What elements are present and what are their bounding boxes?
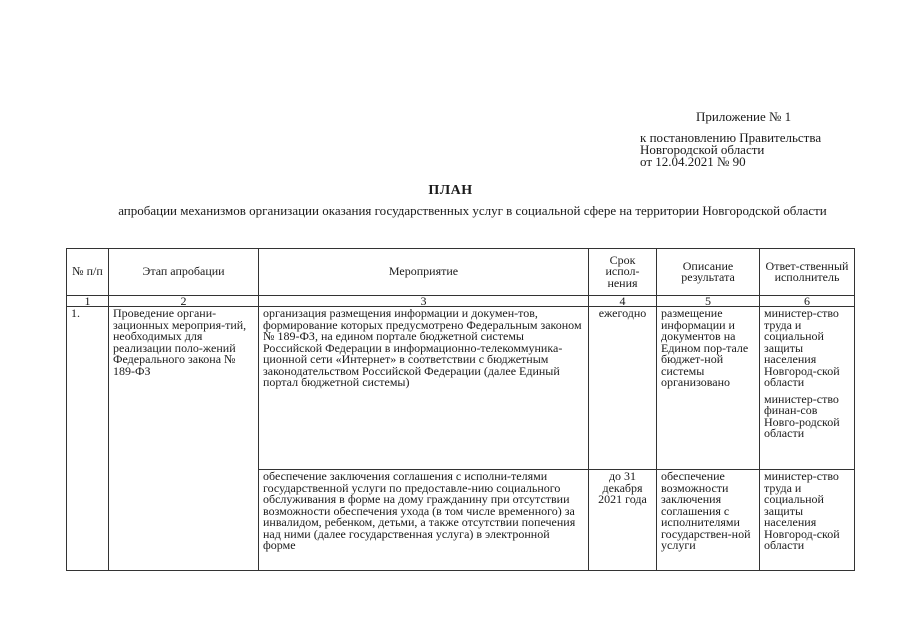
row-event: организация размещения информации и докумен-тов, формирование которых предусмотрено Федеральным законом № 189-ФЗ, на едином портале бюджетной системы Российской Федерации в информационно-телекоммуника-ционной сети «Интернет» в соответствии с бюджетным законодательством Российской Федерации (далее Единый портал бюджетной системы): [259, 307, 589, 470]
column-number: 2: [109, 296, 259, 307]
row-deadline: ежегодно: [589, 307, 657, 470]
column-number: 4: [589, 296, 657, 307]
row-executor: [760, 307, 855, 470]
appendix-line: к постановлению Правительства: [640, 130, 822, 145]
column-number: 3: [259, 296, 589, 307]
appendix-line: от 12.04.2021 № 90: [640, 154, 746, 169]
header-num: № п/п: [67, 249, 109, 296]
appendix-title: Приложение № 1: [696, 109, 792, 124]
column-number: 1: [67, 296, 109, 307]
plan-title: ПЛАН: [428, 183, 473, 198]
executor-entry: министер-ство труда и социальной защиты населения Новгород-ской области: [764, 469, 840, 552]
header-stage: Этап апробации: [109, 249, 259, 296]
appendix-line: Новгородской области: [640, 142, 765, 157]
plan-subtitle: апробации механизмов организации оказания государственных услуг в социальной сфере на территории Новгородской области: [118, 203, 827, 218]
row-event: обеспечение заключения соглашения с исполни-телями государственной услуги по предоставле-нию социального обслуживания в форме на дому гражданину при отсутствии возможности обеспечения ухода (в том числе временного) за инвалидом, ребенком, детьми, а также отсутствии попечения над ними (далее государственная услуга) в электронной форме: [259, 470, 589, 571]
header-event: Мероприятие: [259, 249, 589, 296]
table-header-row: [67, 249, 855, 296]
table-row: [67, 307, 855, 470]
appendix-details: [640, 132, 821, 168]
column-number: 6: [760, 296, 855, 307]
column-number: 5: [657, 296, 760, 307]
row-stage: Проведение органи-зационных мероприя-тий, необходимых для реализации поло-жений Федерального закона № 189-ФЗ: [109, 307, 259, 571]
plan-table: [66, 248, 855, 571]
executor-entry: министер-ство труда и социальной защиты населения Новгород-ской области: [764, 306, 840, 389]
header-deadline: Срок испол-нения: [589, 249, 657, 296]
row-number: 1.: [67, 307, 109, 571]
row-result: размещение информации и документов на Едином пор-тале бюджет-ной системы организовано: [657, 307, 760, 470]
row-result: обеспечение возможности заключения соглашения с исполнителями государствен-ной услуги: [657, 470, 760, 571]
executor-entry: министер-ство финан-сов Новго-родской области: [764, 391, 840, 440]
column-number-row: [67, 296, 855, 307]
header-result: Описание результата: [657, 249, 760, 296]
row-executor: [760, 470, 855, 571]
header-executor: Ответ-ственный исполнитель: [760, 249, 855, 296]
row-deadline: до 31 декабря 2021 года: [589, 470, 657, 571]
